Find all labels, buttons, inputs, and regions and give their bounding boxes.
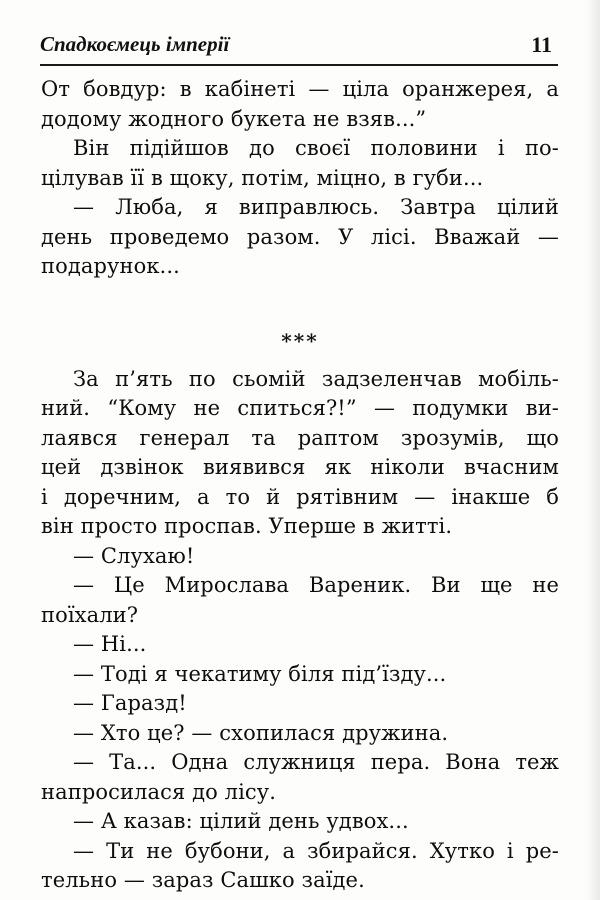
text-line: — Ні...	[73, 632, 147, 656]
text-line: — А казав: цілий день удвох...	[73, 809, 409, 833]
text-line: поїхали?	[41, 602, 139, 627]
text-line: ний. “Кому не спиться?!” — подумки ви-	[41, 396, 559, 420]
text-line: — Гаразд!	[73, 691, 187, 715]
text-line: день проведемо разом. У лісі. Вважай —	[41, 224, 559, 249]
running-header	[40, 30, 558, 66]
paragraph	[41, 689, 559, 719]
text-line: додому жодного букета не взяв...”	[41, 106, 427, 131]
paragraph	[41, 75, 559, 134]
text-line: напросилася до лісу.	[41, 779, 276, 804]
running-title: Спадкоємець імперії	[40, 32, 230, 56]
text-block-after-break	[41, 365, 559, 896]
text-line: — Тоді я чекатиму біля під’їзду...	[73, 661, 447, 686]
paragraph	[41, 542, 559, 572]
page-number: 11	[531, 32, 552, 57]
paragraph	[41, 719, 559, 749]
text-line: — Люба, я виправлюсь. Завтра цілий	[73, 195, 559, 219]
text-line: цілував її в щоку, потім, міцно, в губи...	[41, 165, 484, 190]
text-line: тельно — зараз Сашко заїде.	[41, 868, 365, 892]
paragraph	[41, 193, 559, 282]
text-line: — Ти не бубони, а збирайся. Хутко і ре-	[73, 838, 559, 863]
text-line: він просто проспав. Уперше в житті.	[41, 514, 453, 538]
text-line: — Та... Одна служниця пера. Вона теж	[73, 750, 559, 774]
paragraph	[41, 748, 559, 807]
paragraph	[41, 571, 559, 630]
text-line: За п’ять по сьомій задзеленчав мобіль-	[73, 366, 559, 391]
text-line: лаявся генерал та раптом зрозумів, що	[41, 425, 559, 450]
text-line: подарунок...	[41, 254, 180, 278]
page-edge-shadow	[586, 0, 600, 900]
text-line: От бовдур: в кабінеті — ціла оранжерея, а	[41, 77, 559, 101]
text-line: — Слухаю!	[73, 543, 195, 568]
body-text	[41, 75, 559, 896]
paragraph	[41, 837, 559, 896]
paragraph	[41, 630, 559, 660]
text-line: Він підійшов до своєї половини і по-	[73, 136, 559, 160]
section-break: ***	[281, 328, 319, 353]
text-block-before-break	[41, 75, 559, 282]
text-line: — Це Мирослава Вареник. Ви ще не	[73, 573, 559, 597]
paragraph	[41, 807, 559, 837]
spacer	[41, 282, 559, 321]
paragraph	[41, 134, 559, 193]
paragraph	[41, 365, 559, 542]
text-line: і доречним, а то й рятівним — інакше б	[41, 484, 559, 509]
text-line: — Хто це? — схопилася дружина.	[73, 720, 449, 745]
text-line: цей дзвінок виявився як ніколи вчасним	[41, 455, 559, 479]
paragraph	[41, 660, 559, 690]
